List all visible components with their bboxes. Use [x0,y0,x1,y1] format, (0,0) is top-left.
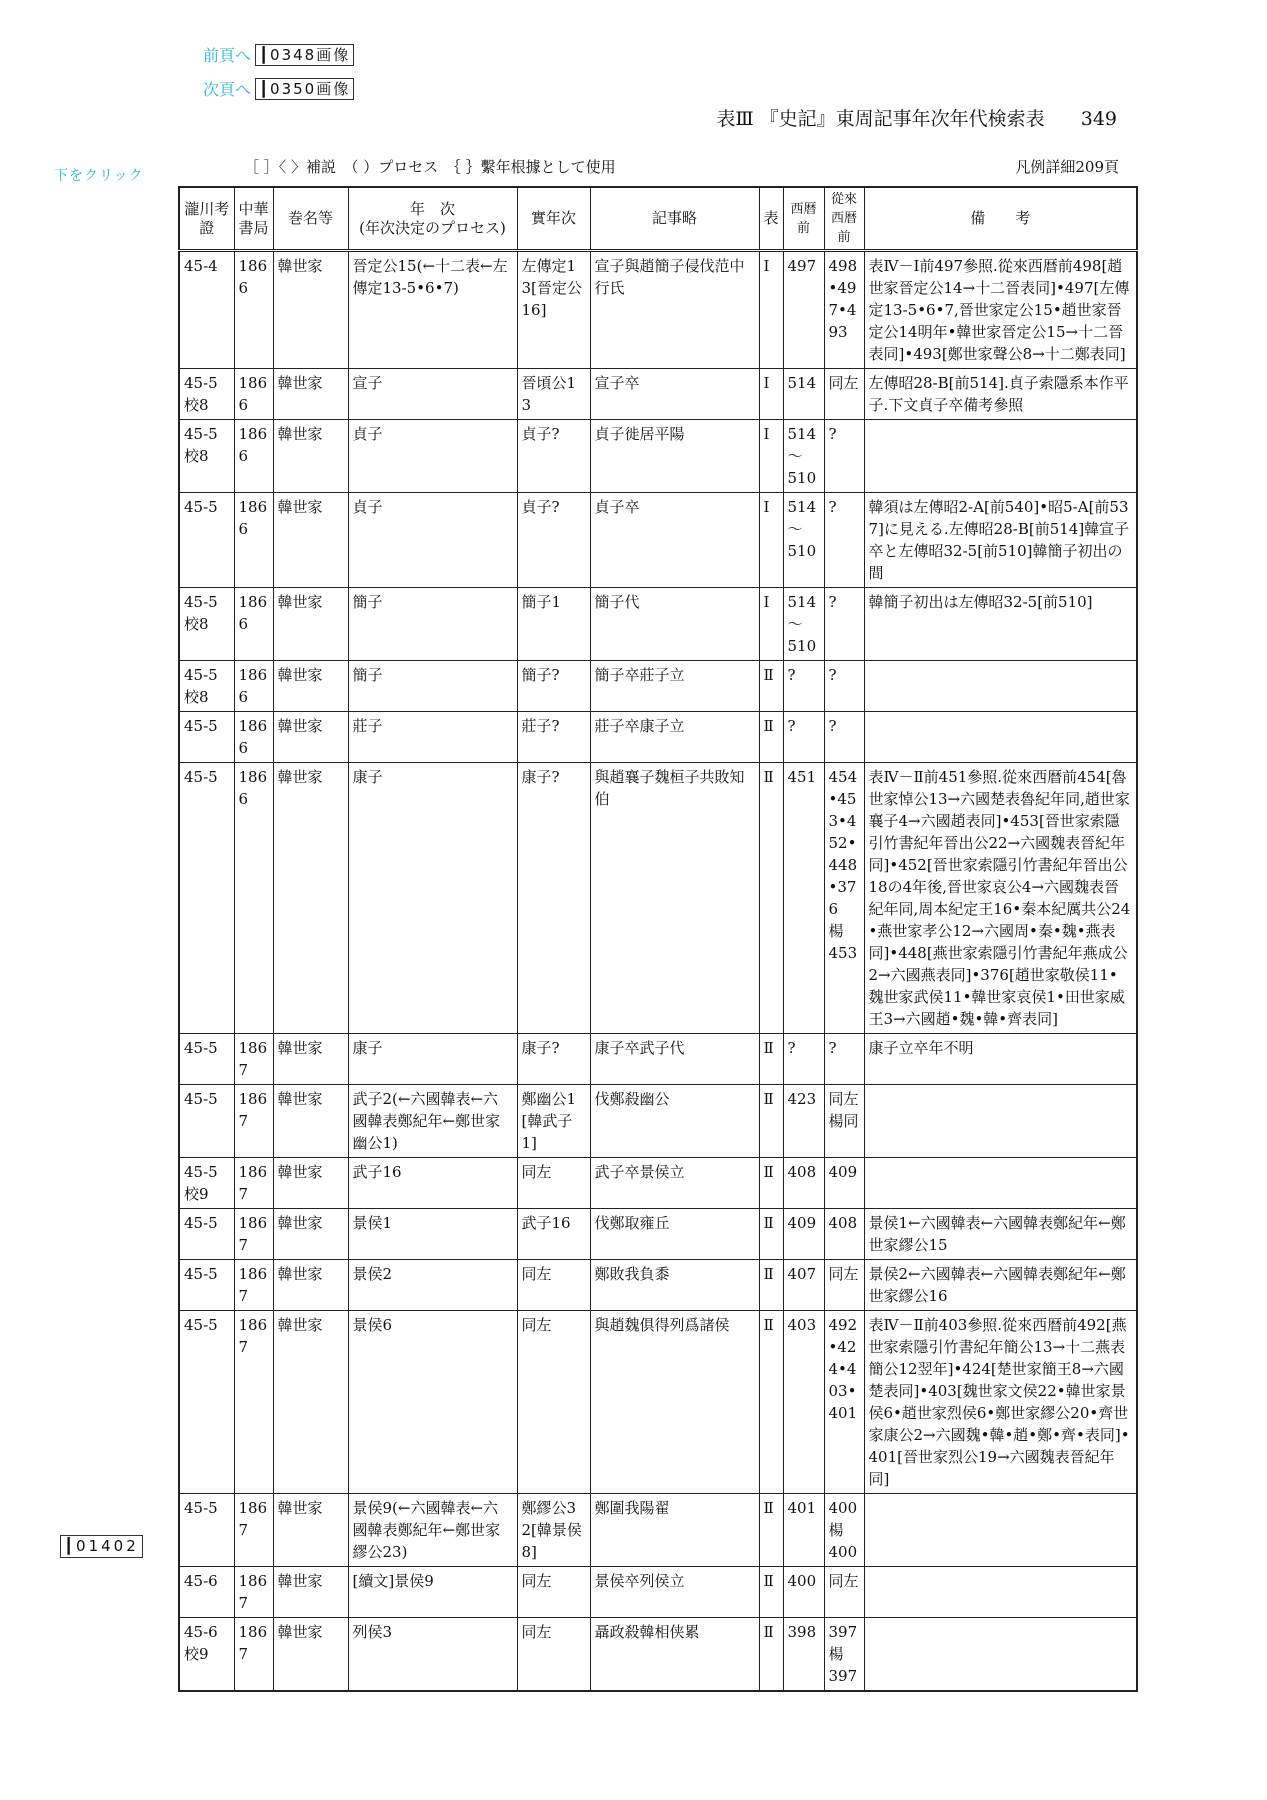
cell-table: Ⅱ [759,1085,783,1158]
cell-zhonghua: 1867 [234,1260,273,1311]
cell-bce: 514 [783,369,824,420]
table-row [179,712,1137,763]
cell-bce: 497 [783,251,824,369]
table-row [179,661,1137,712]
cell-takigawa: 45-5 校8 [179,661,234,712]
cell-remarks: 表Ⅳ－Ⅱ前451參照.從來西暦前454[魯世家悼公13→六國楚表魯紀年同,趙世家襄子4→六國趙表同]•453[晉世家索隱引竹書紀年晉出公22→六國魏表晉紀年同]•452[晉世家索隱引竹書紀年晉出公18の4年後,晉世家哀公4→六國魏表晉紀年同,周本紀定王16•秦本紀厲共公24•燕世家孝公12→六國周•秦•魏•燕表同]•448[燕世家索隱引竹書紀年燕成公2→六國燕表同]•376[趙世家敬侯11•魏世家武侯11•韓世家哀侯1•田世家威王3→六國趙•魏•韓•齊表同] [864,763,1137,1034]
cell-remarks: 景侯2←六國韓表←六國韓表鄭紀年←鄭世家繆公16 [864,1260,1137,1311]
col-header-takigawa: 瀧川考證 [179,187,234,251]
cell-conventional-bce: ? [824,420,864,493]
cell-remarks: 韓須は左傳昭2-A[前540]•昭5-A[前537]に見える.左傳昭28-B[前514]韓宣子卒と左傳昭32-5[前510]韓簡子初出の間 [864,493,1137,588]
cell-actual-year: 簡子? [517,661,590,712]
cell-takigawa: 45-5 [179,1494,234,1567]
cell-remarks: 韓簡子初出は左傳昭32-5[前510] [864,588,1137,661]
cell-conventional-bce: 400 楊 400 [824,1494,864,1567]
table-row [179,1085,1137,1158]
table-row [179,1209,1137,1260]
click-hint: 下をクリック [54,168,144,184]
cell-zhonghua: 1867 [234,1567,273,1618]
cell-takigawa: 45-5 校8 [179,369,234,420]
col-header-zhonghua: 中華書局 [234,187,273,251]
cell-takigawa: 45-5 [179,1085,234,1158]
cell-summary: 簡子代 [590,588,759,661]
prev-page-link[interactable]: 前頁へ [203,46,252,65]
cell-summary: 鄭圍我陽翟 [590,1494,759,1567]
cell-bce: 423 [783,1085,824,1158]
cell-summary: 宣子與趙簡子侵伐范中行氏 [590,251,759,369]
cell-remarks [864,1158,1137,1209]
cell-table: Ⅱ [759,1034,783,1085]
cell-actual-year: 同左 [517,1618,590,1692]
cell-zhonghua: 1866 [234,493,273,588]
cell-table: Ⅰ [759,588,783,661]
cell-table: Ⅱ [759,1209,783,1260]
cell-year: 武子16 [348,1158,517,1209]
cell-actual-year: 莊子? [517,712,590,763]
table-row [179,1260,1137,1311]
cell-actual-year: 左傳定13[晉定公16] [517,251,590,369]
cell-year: 康子 [348,763,517,1034]
table-row [179,1158,1137,1209]
cell-zhonghua: 1867 [234,1158,273,1209]
cell-summary: 宣子卒 [590,369,759,420]
cell-actual-year: 晉頃公13 [517,369,590,420]
cell-table: Ⅱ [759,1494,783,1567]
cell-year: 景侯6 [348,1311,517,1494]
cell-takigawa: 45-5 校9 [179,1158,234,1209]
cell-actual-year: 武子16 [517,1209,590,1260]
search-table [178,186,1138,1692]
cell-takigawa: 45-5 校8 [179,588,234,661]
cell-takigawa: 45-4 [179,251,234,369]
cell-year: 列侯3 [348,1618,517,1692]
table-row [179,493,1137,588]
cell-takigawa: 45-5 [179,1260,234,1311]
legend-text: ［ ］〈 〉補説 （ ）プロセス ｛ ｝繫年根據として使用 [244,158,616,176]
cell-volume: 韓世家 [273,251,348,369]
cell-table: Ⅰ [759,369,783,420]
cell-remarks: 表Ⅳ－Ⅱ前403參照.從來西暦前492[燕世家索隱引竹書紀年簡公13→十二燕表簡公12翌年]•424[楚世家簡王8→六國楚表同]•403[魏世家文侯22•韓世家景侯6•趙世家烈侯6•鄭世家繆公20•齊世家康公2→六國魏•韓•趙•鄭•齊•表同]•401[晉世家烈公19→六國魏表晉紀年同] [864,1311,1137,1494]
cell-conventional-bce: 408 [824,1209,864,1260]
cell-conventional-bce: ? [824,712,864,763]
cell-bce: 400 [783,1567,824,1618]
cell-year: 康子 [348,1034,517,1085]
table-row [179,1567,1137,1618]
cell-zhonghua: 1867 [234,1618,273,1692]
page-title: 表Ⅲ 『史記』東周記事年次年代検索表 [716,108,1045,130]
cell-table: Ⅰ [759,493,783,588]
table-header-row [179,187,1137,251]
cell-takigawa: 45-5 [179,763,234,1034]
cell-conventional-bce: ? [824,1034,864,1085]
cell-conventional-bce: 492•424•403•401 [824,1311,864,1494]
cell-table: Ⅱ [759,1260,783,1311]
col-header-year: 年 次 (年次決定のプロセス) [348,187,517,251]
col-header-volume: 巻名等 [273,187,348,251]
cell-summary: 聶政殺韓相侠累 [590,1618,759,1692]
table-row [179,588,1137,661]
cell-volume: 韓世家 [273,763,348,1034]
cell-takigawa: 45-5 [179,712,234,763]
cell-takigawa: 45-5 [179,1209,234,1260]
cell-remarks [864,1618,1137,1692]
cell-table: Ⅱ [759,1158,783,1209]
cell-summary: 與趙魏俱得列爲諸侯 [590,1311,759,1494]
cell-actual-year: 鄭繆公32[韓景侯8] [517,1494,590,1567]
table-row [179,1618,1137,1692]
prev-page-nav [203,43,354,66]
cell-year: 莊子 [348,712,517,763]
legend-note: 凡例詳細209頁 [1015,158,1119,176]
cell-volume: 韓世家 [273,1618,348,1692]
next-page-nav [203,77,354,100]
cell-volume: 韓世家 [273,1260,348,1311]
cell-remarks: 景侯1←六國韓表←六國韓表鄭紀年←鄭世家繆公15 [864,1209,1137,1260]
cell-volume: 韓世家 [273,1034,348,1085]
cell-actual-year: 同左 [517,1311,590,1494]
cell-summary: 與趙襄子魏桓子共敗知伯 [590,763,759,1034]
col-header-remarks: 備 考 [864,187,1137,251]
cell-remarks [864,420,1137,493]
cell-year: 武子2(←六國韓表←六國韓表鄭紀年←鄭世家幽公1) [348,1085,517,1158]
cell-bce: ? [783,1034,824,1085]
table-row [179,369,1137,420]
side-image-ref-link[interactable]: ┃01402 [60,1535,143,1558]
cell-summary: 簡子卒莊子立 [590,661,759,712]
cell-summary: 伐鄭取雍丘 [590,1209,759,1260]
cell-bce: 403 [783,1311,824,1494]
cell-actual-year: 同左 [517,1567,590,1618]
cell-remarks: 康子立卒年不明 [864,1034,1137,1085]
cell-year: 景侯9(←六國韓表←六國韓表鄭紀年←鄭世家繆公23) [348,1494,517,1567]
cell-conventional-bce: 454•453•452•448•376 楊 453 [824,763,864,1034]
cell-zhonghua: 1867 [234,1311,273,1494]
cell-volume: 韓世家 [273,1085,348,1158]
next-page-link[interactable]: 次頁へ [203,80,252,99]
cell-conventional-bce: ? [824,493,864,588]
cell-remarks [864,661,1137,712]
cell-table: Ⅰ [759,420,783,493]
cell-zhonghua: 1866 [234,588,273,661]
cell-summary: 莊子卒康子立 [590,712,759,763]
cell-remarks [864,1494,1137,1567]
cell-actual-year: 貞子? [517,420,590,493]
cell-zhonghua: 1866 [234,251,273,369]
cell-summary: 康子卒武子代 [590,1034,759,1085]
cell-bce: 514 ～ 510 [783,493,824,588]
cell-volume: 韓世家 [273,1209,348,1260]
cell-summary: 貞子卒 [590,493,759,588]
table-row [179,1311,1137,1494]
cell-actual-year: 康子? [517,763,590,1034]
cell-conventional-bce: ? [824,661,864,712]
cell-conventional-bce: 同左 [824,1260,864,1311]
cell-zhonghua: 1866 [234,420,273,493]
cell-bce: 514 ～ 510 [783,588,824,661]
col-header-actual-year: 實年次 [517,187,590,251]
next-page-image-ref[interactable]: ┃0350画像 [255,78,354,100]
cell-table: Ⅱ [759,661,783,712]
cell-takigawa: 45-5 [179,1311,234,1494]
cell-volume: 韓世家 [273,1311,348,1494]
cell-conventional-bce: 409 [824,1158,864,1209]
table-row [179,1034,1137,1085]
cell-table: Ⅰ [759,251,783,369]
cell-bce: 398 [783,1618,824,1692]
page-header [716,104,1117,131]
cell-volume: 韓世家 [273,420,348,493]
cell-remarks [864,712,1137,763]
cell-volume: 韓世家 [273,1567,348,1618]
cell-actual-year: 同左 [517,1158,590,1209]
cell-remarks: 表Ⅳ－Ⅰ前497參照.從來西暦前498[趙世家晉定公14→十二晉表同]•497[左傳定13-5•6•7,晉世家定公15•趙世家晉定公14明年•韓世家晉定公15→十二晉表同]•493[鄭世家聲公8→十二鄭表同] [864,251,1137,369]
table-row [179,763,1137,1034]
cell-volume: 韓世家 [273,369,348,420]
cell-zhonghua: 1867 [234,1209,273,1260]
cell-summary: 鄭敗我負黍 [590,1260,759,1311]
cell-conventional-bce: 397 楊 397 [824,1618,864,1692]
cell-summary: 武子卒景侯立 [590,1158,759,1209]
cell-actual-year: 康子? [517,1034,590,1085]
cell-actual-year: 貞子? [517,493,590,588]
cell-volume: 韓世家 [273,712,348,763]
cell-zhonghua: 1866 [234,369,273,420]
cell-remarks: 左傳昭28-B[前514].貞子索隱系本作平子.下文貞子卒備考參照 [864,369,1137,420]
cell-table: Ⅱ [759,1567,783,1618]
col-header-bce: 西暦前 [783,187,824,251]
col-header-summary: 記事略 [590,187,759,251]
prev-page-image-ref[interactable]: ┃0348画像 [255,44,354,66]
cell-takigawa: 45-5 校8 [179,420,234,493]
cell-zhonghua: 1866 [234,763,273,1034]
col-header-table: 表 [759,187,783,251]
cell-summary: 貞子徙居平陽 [590,420,759,493]
cell-year: 簡子 [348,588,517,661]
cell-year: 景侯1 [348,1209,517,1260]
table-body [179,251,1137,1692]
table-row [179,251,1137,369]
cell-zhonghua: 1867 [234,1034,273,1085]
cell-zhonghua: 1867 [234,1494,273,1567]
page-number: 349 [1080,108,1117,130]
cell-bce: 407 [783,1260,824,1311]
cell-takigawa: 45-5 [179,1034,234,1085]
cell-year: 貞子 [348,420,517,493]
cell-volume: 韓世家 [273,661,348,712]
table-row [179,420,1137,493]
cell-table: Ⅱ [759,712,783,763]
cell-volume: 韓世家 [273,1158,348,1209]
cell-year: 宣子 [348,369,517,420]
cell-takigawa: 45-6 [179,1567,234,1618]
cell-actual-year: 同左 [517,1260,590,1311]
cell-volume: 韓世家 [273,1494,348,1567]
cell-bce: ? [783,661,824,712]
cell-zhonghua: 1866 [234,661,273,712]
cell-table: Ⅱ [759,763,783,1034]
cell-conventional-bce: 同左 楊同 [824,1085,864,1158]
cell-year: [續文]景侯9 [348,1567,517,1618]
cell-volume: 韓世家 [273,588,348,661]
cell-table: Ⅱ [759,1311,783,1494]
cell-zhonghua: 1867 [234,1085,273,1158]
cell-actual-year: 簡子1 [517,588,590,661]
cell-conventional-bce: 498•497•493 [824,251,864,369]
cell-bce: 408 [783,1158,824,1209]
cell-actual-year: 鄭幽公1[韓武子1] [517,1085,590,1158]
cell-bce: 401 [783,1494,824,1567]
cell-remarks [864,1085,1137,1158]
table-row [179,1494,1137,1567]
cell-bce: 451 [783,763,824,1034]
cell-remarks [864,1567,1137,1618]
cell-year: 晉定公15(←十二表←左傳定13-5•6•7) [348,251,517,369]
cell-conventional-bce: 同左 [824,1567,864,1618]
col-header-conventional-bce: 從來西暦前 [824,187,864,251]
cell-year: 簡子 [348,661,517,712]
cell-table: Ⅱ [759,1618,783,1692]
cell-volume: 韓世家 [273,493,348,588]
cell-summary: 景侯卒列侯立 [590,1567,759,1618]
cell-takigawa: 45-6 校9 [179,1618,234,1692]
cell-conventional-bce: ? [824,588,864,661]
cell-takigawa: 45-5 [179,493,234,588]
cell-bce: 514 ～ 510 [783,420,824,493]
cell-summary: 伐鄭殺幽公 [590,1085,759,1158]
cell-bce: ? [783,712,824,763]
cell-conventional-bce: 同左 [824,369,864,420]
cell-year: 景侯2 [348,1260,517,1311]
cell-bce: 409 [783,1209,824,1260]
cell-zhonghua: 1866 [234,712,273,763]
cell-year: 貞子 [348,493,517,588]
